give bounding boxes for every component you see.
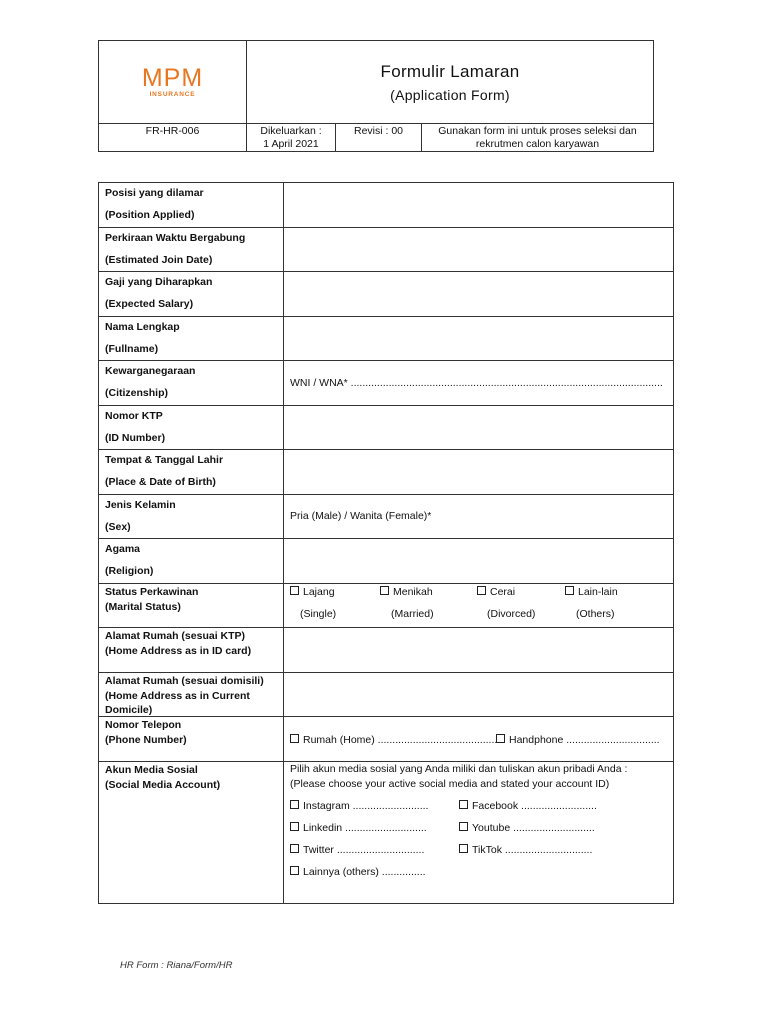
checkbox-icon (565, 586, 574, 595)
row-salary (99, 272, 673, 317)
checkbox-icon (459, 822, 468, 831)
phone-label-en: (Phone Number) (105, 733, 187, 746)
row-id-number (99, 406, 673, 450)
position-label-en: (Position Applied) (105, 209, 195, 221)
marital-option-single[interactable]: Lajang (290, 586, 335, 598)
marital-option-divorced[interactable]: Cerai (477, 586, 515, 598)
religion-label: Agama (105, 543, 141, 555)
citizenship-label-en: (Citizenship) (105, 387, 168, 399)
checkbox-icon (380, 586, 389, 595)
marital-label-en: (Marital Status) (105, 600, 181, 613)
position-field[interactable] (284, 183, 673, 227)
row-marital-status (99, 584, 673, 628)
issued-label: Dikeluarkan : (260, 125, 322, 137)
checkbox-icon (290, 822, 299, 831)
row-position (99, 183, 673, 228)
social-option-facebook[interactable]: Facebook .......................... (459, 800, 597, 812)
row-address-ktp (99, 628, 673, 673)
citizenship-value: WNI / WNA* ........................................................................................................... (290, 377, 663, 389)
sex-field[interactable] (284, 495, 673, 538)
citizenship-label: Kewarganegaraan (105, 365, 196, 377)
address-domicile-field[interactable] (284, 673, 673, 716)
doc-code: FR-HR-006 (99, 124, 247, 151)
phone-mobile-option[interactable]: Handphone ................................ (496, 734, 660, 746)
birth-label: Tempat & Tanggal Lahir (105, 454, 224, 466)
row-address-domicile (99, 673, 673, 717)
join-date-label: Perkiraan Waktu Bergabung (105, 232, 246, 244)
issued-date: 1 April 2021 (263, 138, 319, 150)
address-ktp-label-en: (Home Address as in ID card) (105, 644, 252, 657)
birth-label-en: (Place & Date of Birth) (105, 476, 216, 488)
checkbox-icon (496, 734, 505, 743)
position-label: Posisi yang dilamar (105, 187, 204, 199)
logo-cell (99, 41, 247, 123)
citizenship-field[interactable] (284, 361, 673, 405)
sex-label: Jenis Kelamin (105, 499, 176, 511)
salary-field[interactable] (284, 272, 673, 316)
form-subtitle: (Application Form) (390, 86, 510, 103)
row-religion (99, 539, 673, 584)
row-citizenship (99, 361, 673, 406)
religion-label-en: (Religion) (105, 565, 154, 577)
id-number-label: Nomor KTP (105, 410, 163, 422)
checkbox-icon (477, 586, 486, 595)
social-label: Akun Media Sosial (105, 764, 198, 776)
header-meta-row (99, 123, 653, 151)
join-date-label-en: (Estimated Join Date) (105, 254, 213, 266)
checkbox-icon (290, 734, 299, 743)
checkbox-icon (459, 844, 468, 853)
social-label-en: (Social Media Account) (105, 778, 221, 791)
checkbox-icon (290, 844, 299, 853)
title-cell (247, 41, 653, 123)
social-option-linkedin[interactable]: Linkedin ............................ (290, 822, 427, 834)
address-ktp-label: Alamat Rumah (sesuai KTP) (105, 630, 246, 642)
row-birth (99, 450, 673, 495)
checkbox-icon (290, 866, 299, 875)
birth-field[interactable] (284, 450, 673, 494)
id-number-field[interactable] (284, 406, 673, 449)
phone-label: Nomor Telepon (105, 719, 182, 731)
phone-home-option[interactable]: Rumah (Home) .......................................... (290, 734, 500, 746)
company-logo: MPM (141, 63, 204, 92)
join-date-field[interactable] (284, 228, 673, 271)
social-instruction: Pilih akun media sosial yang Anda miliki dan tuliskan akun pribadi Anda : (290, 763, 628, 775)
checkbox-icon (459, 800, 468, 809)
sex-value: Pria (Male) / Wanita (Female)* (290, 510, 432, 522)
usage-note (422, 124, 653, 151)
id-number-label-en: (ID Number) (105, 432, 166, 444)
marital-options (284, 584, 673, 627)
marital-option-married[interactable]: Menikah (380, 586, 433, 598)
social-option-others[interactable]: Lainnya (others) ............... (290, 866, 426, 878)
fullname-label: Nama Lengkap (105, 321, 180, 333)
social-instruction-en: (Please choose your active social media and stated your account ID) (290, 778, 610, 790)
social-option-twitter[interactable]: Twitter .............................. (290, 844, 424, 856)
checkbox-icon (290, 800, 299, 809)
row-fullname (99, 317, 673, 361)
row-sex (99, 495, 673, 539)
social-option-tiktok[interactable]: TikTok .............................. (459, 844, 592, 856)
religion-field[interactable] (284, 539, 673, 583)
address-ktp-field[interactable] (284, 628, 673, 672)
form-header (98, 40, 654, 152)
social-option-youtube[interactable]: Youtube ............................ (459, 822, 595, 834)
revision: Revisi : 00 (336, 124, 422, 151)
salary-label-en: (Expected Salary) (105, 298, 194, 310)
marital-label: Status Perkawinan (105, 586, 199, 598)
usage-note-line1: Gunakan form ini untuk proses seleksi dan (438, 125, 637, 137)
row-join-date (99, 228, 673, 272)
marital-option-married-en: (Married) (391, 608, 434, 620)
row-phone (99, 717, 673, 762)
fullname-field[interactable] (284, 317, 673, 360)
marital-option-others[interactable]: Lain-lain (565, 586, 618, 598)
checkbox-icon (290, 586, 299, 595)
address-domicile-label: Alamat Rumah (sesuai domisili) (105, 675, 264, 687)
form-title: Formulir Lamaran (380, 61, 520, 81)
usage-note-line2: rekrutmen calon karyawan (475, 138, 600, 150)
address-domicile-label-en: (Home Address as in Current (105, 689, 250, 702)
marital-option-divorced-en: (Divorced) (487, 608, 536, 620)
social-option-instagram[interactable]: Instagram .......................... (290, 800, 428, 812)
sex-label-en: (Sex) (105, 521, 131, 533)
address-domicile-label-en-cont: Domicile) (105, 704, 153, 716)
application-form-table (98, 182, 674, 904)
issued-date-cell (247, 124, 336, 151)
salary-label: Gaji yang Diharapkan (105, 276, 213, 288)
row-social-media (99, 762, 673, 903)
marital-option-others-en: (Others) (576, 608, 615, 620)
company-logo-subtitle: INSURANCE (149, 90, 196, 98)
marital-option-single-en: (Single) (300, 608, 337, 620)
footer-note: HR Form : Riana/Form/HR (120, 960, 233, 971)
fullname-label-en: (Fullname) (105, 343, 159, 355)
